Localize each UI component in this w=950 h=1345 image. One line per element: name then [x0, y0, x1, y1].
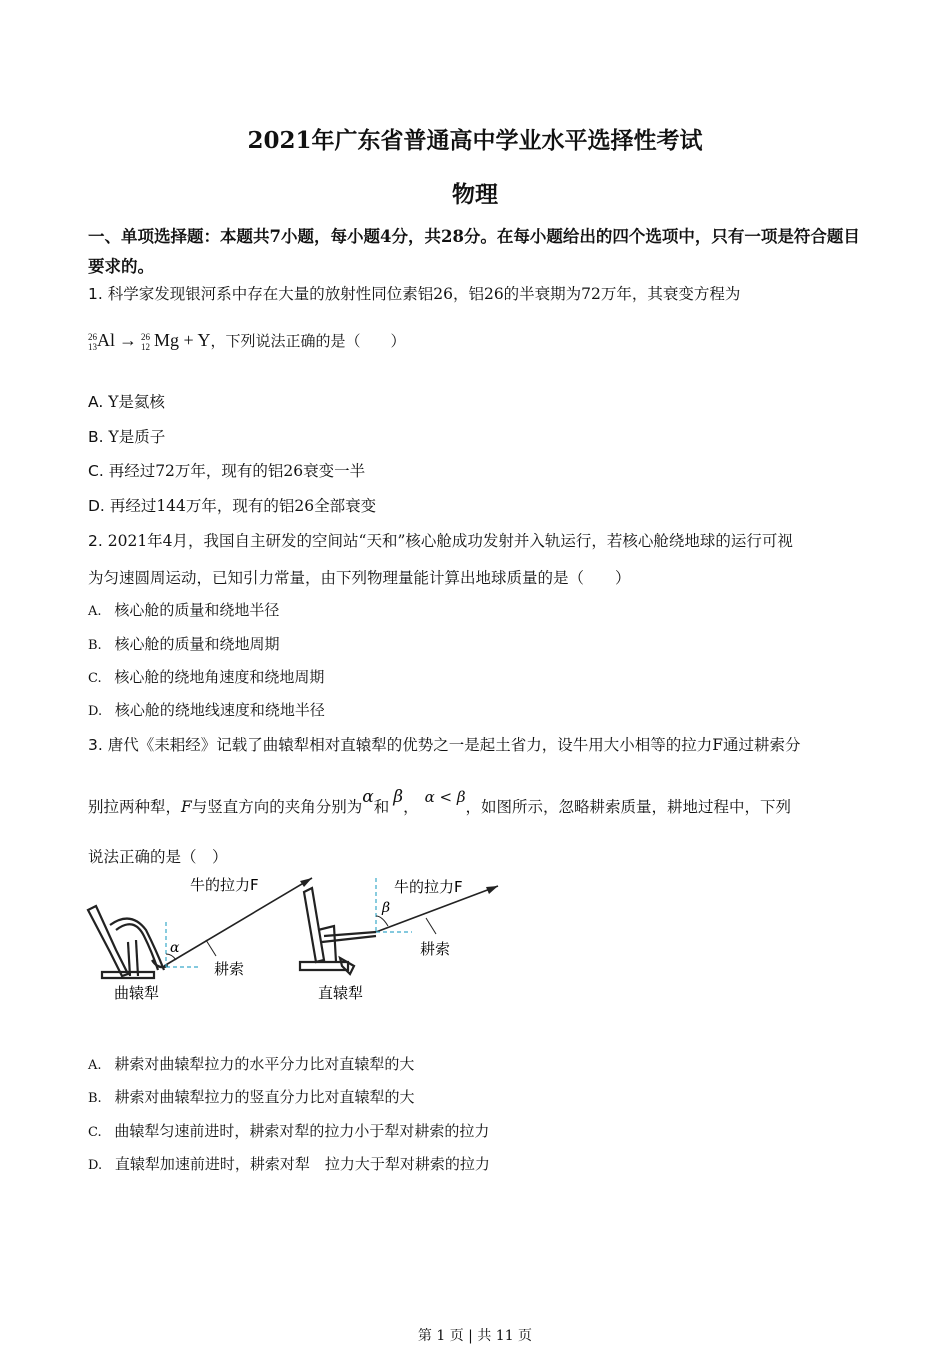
q1-number: 1.	[88, 285, 103, 303]
left-plow-name: 曲辕犁	[114, 984, 160, 1002]
curved-plow-drawing	[88, 906, 168, 978]
q2-text1: 2021年4月，我国自主研发的空间站“天和”核心舱成功发射并入轨运行，若核心舱绕地球的运行可视	[107, 532, 793, 550]
q3-option-d	[88, 1153, 490, 1174]
q3-option-a	[88, 1053, 414, 1074]
right-plow-name: 直辕犁	[318, 984, 364, 1002]
mg-mass-number: 26	[141, 332, 150, 343]
q1-option-d	[88, 494, 376, 516]
option-text: Y是氦核	[108, 393, 165, 411]
left-rope-label: 耕索	[214, 960, 245, 978]
q1-option-c	[88, 459, 365, 481]
q3-text2c: ，如图所示，忽略耕索质量，耕地过程中，下列	[465, 798, 792, 816]
q2-number: 2.	[88, 532, 103, 550]
option-text: Y是质子	[108, 428, 166, 446]
option-text: 耕索对曲辕犁拉力的竖直分力比对直辕犁的大	[114, 1088, 415, 1106]
q3-text2b: 与竖直方向的夹角分别为	[191, 798, 363, 816]
al-atomic-number: 13	[88, 342, 97, 353]
option-letter: C.	[88, 671, 102, 686]
q3-number: 3.	[88, 736, 103, 754]
mg-atomic-number: 12	[141, 342, 150, 353]
right-rope-leader	[426, 918, 436, 934]
q2-option-c	[88, 666, 324, 687]
option-letter: A.	[88, 1058, 102, 1073]
option-letter: B.	[88, 638, 102, 653]
option-letter: B.	[88, 428, 104, 446]
page-title: 2021年广东省普通高中学业水平选择性考试	[247, 127, 703, 154]
q1-line1	[88, 282, 740, 304]
inequality: α < β	[424, 788, 466, 806]
q3-text1: 唐代《耒耜经》记载了曲辕犁相对直辕犁的优势之一是起土省力，设牛用大小相等的拉力F通过耕索分	[107, 736, 801, 754]
option-text: 核心舱的质量和绕地半径	[114, 601, 280, 619]
al-mass-number: 26	[88, 332, 97, 343]
right-arrowhead	[486, 886, 498, 894]
right-rope-label: 耕索	[420, 940, 451, 958]
q3-line3: 说法正确的是（ ）	[88, 848, 228, 866]
option-letter: C.	[88, 1125, 102, 1140]
q1-formula	[88, 330, 406, 352]
arrow-symbol: →	[119, 330, 137, 350]
force-symbol: F	[181, 798, 192, 816]
comma-text: ，	[403, 798, 419, 816]
q2-option-d	[88, 699, 325, 720]
right-angle-arc	[376, 916, 388, 926]
q1-text1: 科学家发现银河系中存在大量的放射性同位素铝26，铝26的半衰期为72万年，其衰变方程为	[107, 285, 741, 303]
option-letter: C.	[88, 462, 104, 480]
q1-option-a	[88, 390, 165, 412]
option-letter: A.	[88, 604, 102, 619]
option-text: 再经过72万年，现有的铝26衰变一半	[108, 462, 366, 480]
subject-title: 物理	[452, 181, 498, 208]
mg-symbol: Mg + Y	[154, 330, 211, 350]
option-text: 耕索对曲辕犁拉力的水平分力比对直辕犁的大	[114, 1055, 415, 1073]
section-header: 一、单项选择题：本题共7小题，每小题4分，共28分。在每小题给出的四个选项中，只有一项是符合题目要求的。	[88, 227, 860, 276]
q2-line2: 为匀速圆周运动，已知引力常量，由下列物理量能计算出地球质量的是（ ）	[88, 569, 631, 587]
q1-option-b	[88, 425, 165, 447]
left-force-label: 牛的拉力F	[190, 876, 259, 894]
option-text: 曲辕犁匀速前进时，耕索对犁的拉力小于犁对耕索的拉力	[114, 1122, 490, 1140]
left-angle-label: α	[170, 940, 180, 956]
q2-line1	[88, 529, 793, 551]
option-text: 核心舱的绕地角速度和绕地周期	[114, 668, 325, 686]
right-angle-label: β	[382, 900, 391, 916]
option-text: 直辕犁加速前进时，耕索对犁 拉力大于犁对耕索的拉力	[114, 1155, 490, 1173]
option-text: 核心舱的质量和绕地周期	[114, 635, 280, 653]
q3-option-b	[88, 1086, 414, 1107]
left-rope-leader	[206, 940, 216, 956]
option-text: 再经过144万年，现有的铝26全部衰变	[109, 497, 377, 515]
option-letter: A.	[88, 393, 104, 411]
option-letter: D.	[88, 1158, 103, 1173]
q3-text2a: 别拉两种犁，	[88, 798, 182, 816]
alpha-symbol: α	[362, 787, 374, 807]
q3-line2	[88, 787, 792, 817]
q1-text2: ，下列说法正确的是（ ）	[210, 332, 406, 350]
option-letter: D.	[88, 497, 105, 515]
q2-option-b	[88, 633, 279, 654]
plow-figure	[86, 870, 506, 1010]
option-text: 核心舱的绕地线速度和绕地半径	[114, 701, 325, 719]
al-symbol: Al	[97, 330, 115, 350]
right-force-label: 牛的拉力F	[394, 878, 463, 896]
page-footer: 第 1 页 | 共 11 页	[417, 1328, 533, 1344]
and-text: 和	[373, 798, 390, 816]
straight-plow-drawing	[300, 888, 376, 974]
option-letter: B.	[88, 1091, 102, 1106]
left-arrowhead	[300, 878, 312, 887]
q3-option-c	[88, 1120, 489, 1141]
option-letter: D.	[88, 704, 103, 719]
q2-option-a	[88, 599, 279, 620]
q3-line1	[88, 733, 801, 755]
beta-symbol: β	[393, 787, 404, 807]
